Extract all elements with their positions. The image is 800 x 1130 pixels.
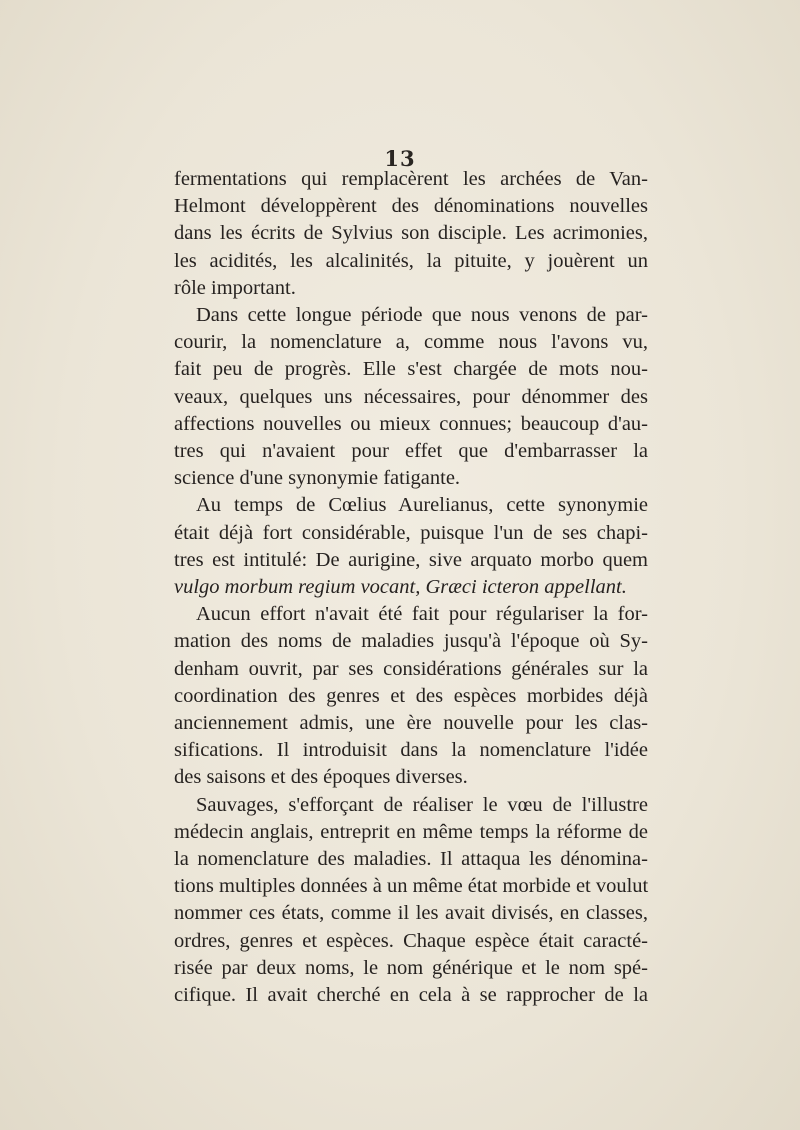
text-line: fermentations qui remplacèrent les archées de Van- <box>174 168 648 190</box>
text-line: rôle important. <box>174 276 296 299</box>
text-line: fait peu de progrès. Elle s'est chargée de mots nou- <box>174 358 648 381</box>
text-line: tres qui n'avaient pour effet que d'embarrasser la <box>174 440 648 463</box>
body-text <box>174 166 648 1009</box>
text-line: médecin anglais, entreprit en même temps la réforme de <box>174 820 648 843</box>
text-line: Sauvages, s'efforçant de réaliser le vœu de l'illustre <box>196 793 648 816</box>
text-line: nommer ces états, comme il les avait divisés, en classes, <box>174 902 648 925</box>
text-line: denham ouvrit, par ses considérations générales sur la <box>174 657 648 680</box>
text-line: vulgo morbum regium vocant, Græci icteron appellant. <box>174 576 627 599</box>
text-line: était déjà fort considérable, puisque l'un de ses chapi- <box>174 521 648 544</box>
text-line: sifications. Il introduisit dans la nomenclature l'idée <box>174 739 648 762</box>
text-line: des saisons et des époques diverses. <box>174 766 468 789</box>
text-line: affections nouvelles ou mieux connues; beaucoup d'au- <box>174 412 648 435</box>
text-line: Dans cette longue période que nous venons de par- <box>196 304 648 327</box>
text-line: cifique. Il avait cherché en cela à se rapprocher de la <box>174 984 648 1007</box>
text-line: ordres, genres et espèces. Chaque espèce était caracté- <box>174 929 648 952</box>
text-line: dans les écrits de Sylvius son disciple. Les acrimonies, <box>174 222 648 245</box>
text-line: tres est intitulé: De aurigine, sive arquato morbo quem <box>174 548 648 571</box>
text-line: coordination des genres et des espèces morbides déjà <box>174 684 648 707</box>
text-line: anciennement admis, une ère nouvelle pour les clas- <box>174 712 648 735</box>
text-line: risée par deux noms, le nom générique et le nom spé- <box>174 956 648 979</box>
text-line: courir, la nomenclature a, comme nous l'avons vu, <box>174 331 648 354</box>
text-line: les acidités, les alcalinités, la pituite, y jouèrent un <box>174 249 648 272</box>
text-line: veaux, quelques uns nécessaires, pour dénommer des <box>174 385 648 408</box>
page-number: 13 <box>384 146 416 171</box>
text-line: Aucun effort n'avait été fait pour régulariser la for- <box>196 603 648 626</box>
text-line: mation des noms de maladies jusqu'à l'époque où Sy- <box>174 630 648 653</box>
text-line: la nomenclature des maladies. Il attaqua les dénomina- <box>174 848 648 871</box>
text-line: science d'une synonymie fatigante. <box>174 467 461 490</box>
text-line: Au temps de Cœlius Aurelianus, cette synonymie <box>196 494 648 517</box>
text-line: tions multiples données à un même état morbide et voulut <box>174 875 649 898</box>
text-line: Helmont développèrent des dénominations nouvelles <box>174 195 648 218</box>
